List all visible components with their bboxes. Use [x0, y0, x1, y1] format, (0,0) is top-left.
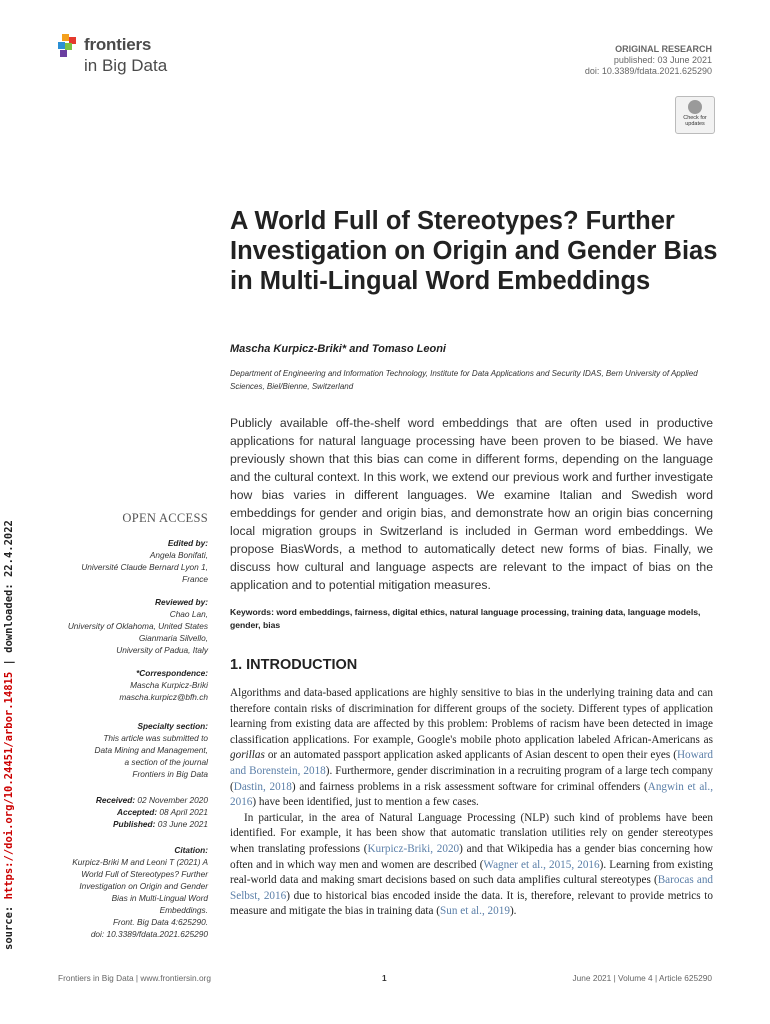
- stamp-separator: |: [3, 652, 15, 672]
- emphasis: gorillas: [230, 749, 265, 762]
- specialty-line: Data Mining and Management,: [94, 745, 208, 755]
- stamp-url[interactable]: https://doi.org/10.24451/arbor.14815: [3, 671, 15, 900]
- doi[interactable]: doi: 10.3389/fdata.2021.625290: [584, 66, 712, 76]
- citation-link[interactable]: Wagner et al., 2015, 2016: [483, 858, 600, 871]
- editor-line: France: [182, 574, 208, 584]
- abstract: Publicly available off-the-shelf word embeddings that are often used in productive applications for natural language processing have been proven to be biased. We have previously shown that this bias can come in different forms, depending on the language and the cultural context. In this work, we extend our previous work and further investigate how bias varies in different languages. We examine Italian and Swedish word embeddings for gender and origin bias, and demonstrate how an origin bias concerning local migration groups in Switzerland is included in German word embeddings. We propose BiasWords, a method to automatically detect new forms of bias. Finally, we discuss how cultural and language aspects are relevant to the impact of bias on the application and to potential mitigation measures.: [230, 416, 713, 592]
- specialty-block: [52, 720, 208, 780]
- dates-block: [52, 794, 208, 830]
- stamp-prefix: source:: [3, 899, 15, 950]
- accepted-label: Accepted:: [116, 807, 158, 817]
- specialty-line: This article was submitted to: [103, 733, 208, 743]
- published-line: [52, 818, 208, 830]
- frontiers-logo-icon: [56, 34, 80, 58]
- correspondence-label: *Correspondence:: [136, 668, 208, 678]
- received-label: Received:: [95, 795, 136, 805]
- text-run: ) due to historical bias encoded inside the data. It is, therefore, relevant to provide metrics to measure and mitigate the bias in training data (: [230, 889, 713, 918]
- text-run: or an automated passport application asked applicants of Asian descent to open their eyes (: [264, 749, 677, 762]
- citation-block: [52, 844, 208, 940]
- citation-line: World Full of Stereotypes? Further: [81, 869, 208, 879]
- citation-line: Bias in Multi-Lingual Word: [111, 893, 208, 903]
- journal-logo: [56, 32, 196, 82]
- received-date: 02 November 2020: [137, 795, 208, 805]
- text-run: ) have been identified, just to mention a few cases.: [252, 796, 479, 809]
- text-run: In particular, in the area of Natural Language Processing (NLP) such kind of problems have been identified. For example, it has been show that automatic translation utilities rely on gender stereotypes when translating professions (: [230, 811, 713, 855]
- page-number: 1: [382, 973, 387, 983]
- text-run: ) and that Wikipedia has a gender bias concerning how often and in which way men and women are described (: [230, 842, 713, 871]
- citation-link[interactable]: Angwin et al., 2016: [230, 780, 714, 809]
- paragraph: [230, 686, 713, 811]
- citation-line: Kurpicz-Briki M and Leoni T (2021) A: [72, 857, 208, 867]
- open-access-label: OPEN ACCESS: [122, 511, 208, 525]
- stamp-text: [3, 520, 15, 950]
- download-stamp: [0, 0, 20, 1024]
- footer-issue: June 2021 | Volume 4 | Article 625290: [572, 973, 712, 983]
- edited-by-block: [52, 537, 208, 585]
- published-label: Published:: [112, 819, 156, 829]
- article-meta: [585, 44, 712, 77]
- keywords-label: Keywords:: [230, 607, 274, 617]
- text-run: ).: [509, 905, 517, 918]
- keywords: [230, 606, 713, 632]
- citation-link[interactable]: Sun et al., 2019: [440, 905, 510, 918]
- correspondence-block: [52, 667, 208, 703]
- specialty-label: Specialty section:: [137, 721, 208, 731]
- citation-line: Front. Big Data 4:625290.: [112, 917, 208, 927]
- check-for-updates-badge[interactable]: [675, 96, 715, 134]
- citation-line: Embeddings.: [159, 905, 208, 915]
- text-run: ). Learning from existing real-world data and making smart decisions based on such data amplifies cultural stereotypes (: [230, 858, 714, 887]
- stamp-downloaded: downloaded: 22.4.2022: [3, 520, 15, 653]
- footer-journal[interactable]: Frontiers in Big Data | www.frontiersin.org: [58, 973, 211, 983]
- section-heading: 1. INTRODUCTION: [230, 657, 358, 673]
- text-run: ) and fairness problems in a risk assessment software for criminal offenders (: [291, 780, 648, 793]
- citation-link[interactable]: Kurpicz-Briki, 2020: [367, 842, 460, 855]
- sidebar: [52, 512, 208, 951]
- keywords-text: word embeddings, fairness, digital ethics, natural language processing, training data, language models, gender, bias: [230, 607, 701, 630]
- editor-line: Université Claude Bernard Lyon 1,: [81, 562, 208, 572]
- specialty-line: a section of the journal: [124, 757, 208, 767]
- citation-link[interactable]: Dastin, 2018: [233, 780, 292, 793]
- citation-line: Investigation on Origin and Gender: [79, 881, 208, 891]
- journal-name: in Big Data: [84, 56, 168, 75]
- reviewer-line: University of Oklahoma, United States: [67, 621, 208, 631]
- reviewer-line: University of Padua, Italy: [116, 645, 208, 655]
- published-date: published: 03 June 2021: [613, 55, 712, 65]
- citation-label: Citation:: [174, 845, 208, 855]
- editor-line: Angela Bonifati,: [149, 550, 208, 560]
- check-updates-line2: updates: [685, 121, 705, 127]
- affiliation: Department of Engineering and Information Technology, Institute for Data Applications and Security IDAS, Bern University of Applied Sciences, Biel/Bienne, Switzerland: [230, 369, 698, 391]
- received-line: [52, 794, 208, 806]
- correspondence-name: Mascha Kurpicz-Briki: [130, 680, 208, 690]
- reviewed-by-block: [52, 596, 208, 656]
- edited-by-label: Edited by:: [167, 538, 208, 548]
- citation-link[interactable]: Howard and Borenstein, 2018: [230, 749, 713, 777]
- correspondence-email[interactable]: mascha.kurpicz@bfh.ch: [119, 692, 208, 702]
- specialty-line: Frontiers in Big Data: [132, 769, 208, 779]
- text-run: Algorithms and data-based applications are highly sensitive to bias in the underlying training data and can therefore contain risks of discrimination for different groups of the society. Different types of application learning from existing data are affected by this problem: Problems of racism have been detected in image classification applications. For example, Google's mobile photo application labeled African-Americans as: [230, 687, 713, 746]
- reviewed-by-label: Reviewed by:: [154, 597, 208, 607]
- citation-line: doi: 10.3389/fdata.2021.625290: [90, 929, 208, 939]
- published-date-side: 03 June 2021: [157, 819, 208, 829]
- accepted-line: [52, 806, 208, 818]
- article-type: ORIGINAL RESEARCH: [615, 44, 712, 54]
- text-run: ). Furthermore, gender discrimination in a recruiting program of a large tech company (: [230, 764, 713, 793]
- paragraph: [230, 811, 713, 920]
- reviewer-line: Chao Lan,: [169, 609, 208, 619]
- accepted-date: 08 April 2021: [159, 807, 208, 817]
- authors: Mascha Kurpicz-Briki* and Tomaso Leoni: [230, 343, 446, 355]
- check-updates-line1: Check for: [683, 115, 707, 121]
- check-updates-icon: [688, 100, 702, 114]
- citation-link[interactable]: Barocas and Selbst, 2016: [230, 874, 714, 902]
- reviewer-line: Gianmaria Silvello,: [138, 633, 208, 643]
- brand-name: frontiers: [84, 35, 152, 54]
- article-title: A World Full of Stereotypes? Further Investigation on Origin and Gender Bias in Multi-Lingual Word Embeddings: [230, 207, 718, 295]
- body-text: [230, 686, 713, 920]
